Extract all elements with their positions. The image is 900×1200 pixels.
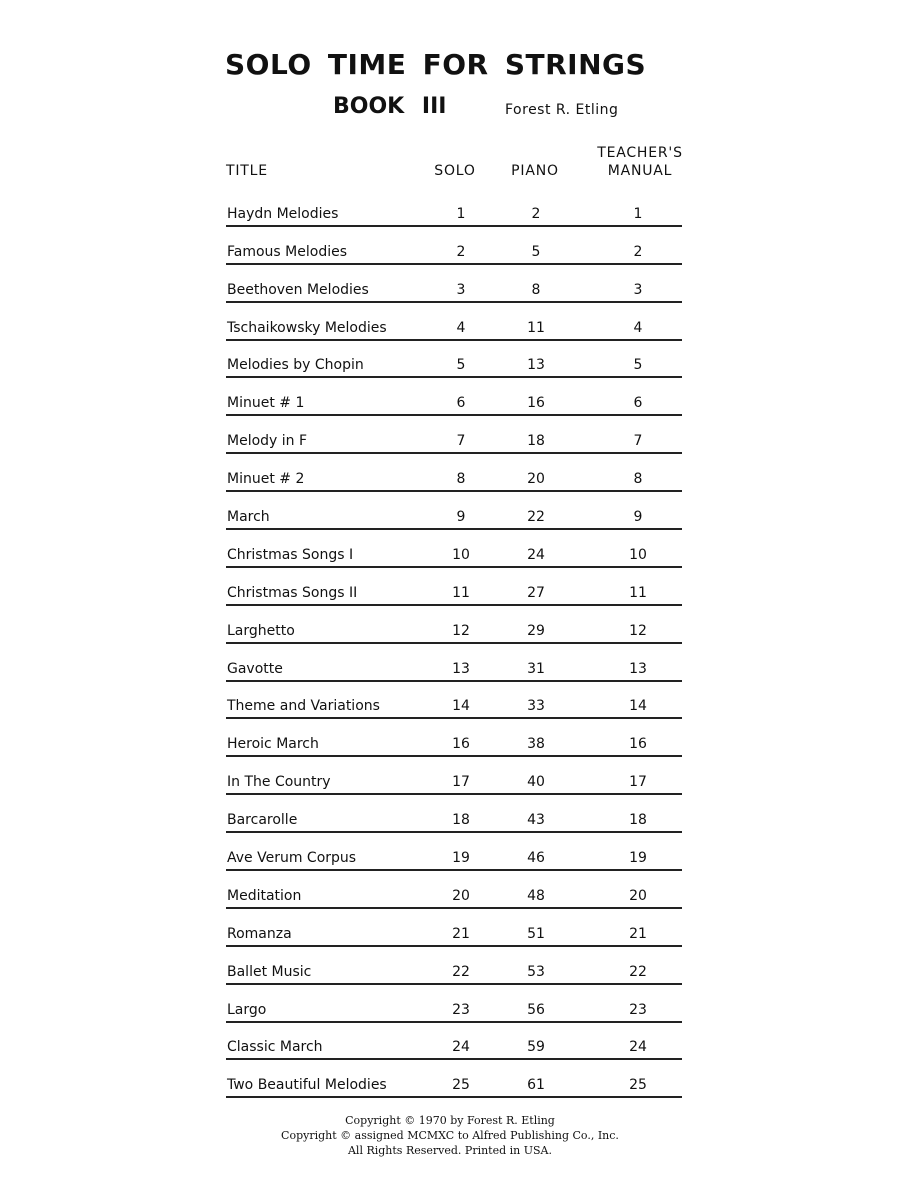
row-title: Famous Melodies	[227, 243, 347, 260]
row-manual-page: 21	[629, 925, 647, 942]
table-row	[226, 265, 682, 303]
row-piano-page: 53	[527, 963, 545, 980]
row-solo-page: 3	[456, 281, 466, 298]
row-manual-page: 1	[633, 205, 643, 222]
row-title: Beethoven Melodies	[227, 281, 369, 298]
row-manual-page: 8	[633, 471, 643, 488]
row-piano-page: 2	[531, 205, 541, 222]
table-row	[226, 644, 682, 682]
row-solo-page: 18	[452, 812, 470, 829]
table-row	[226, 795, 682, 833]
row-solo-page: 17	[452, 774, 470, 791]
row-piano-page: 18	[527, 433, 545, 450]
row-piano-page: 43	[527, 812, 545, 829]
table-row	[226, 568, 682, 606]
row-solo-page: 7	[456, 433, 466, 450]
row-manual-page: 3	[633, 281, 643, 298]
row-solo-page: 5	[456, 357, 466, 374]
row-title: Minuet # 1	[227, 395, 305, 412]
row-piano-page: 5	[531, 243, 541, 260]
row-title: Barcarolle	[227, 812, 298, 829]
row-title: In The Country	[227, 774, 331, 791]
row-solo-page: 13	[452, 660, 470, 677]
table-row	[226, 454, 682, 492]
copyright-line-3: All Rights Reserved. Printed in USA.	[347, 1144, 552, 1157]
row-piano-page: 40	[527, 774, 545, 791]
row-manual-page: 5	[633, 357, 643, 374]
author-name: Forest R. Etling	[505, 102, 619, 118]
row-manual-page: 20	[629, 887, 647, 904]
row-title: Heroic March	[227, 736, 319, 753]
row-title: Ballet Music	[227, 963, 312, 980]
column-header-teachers-manual	[580, 144, 700, 180]
row-piano-page: 48	[527, 887, 545, 904]
row-manual-page: 23	[629, 1001, 647, 1018]
column-header-title: TITLE	[226, 163, 268, 179]
table-row	[226, 1060, 682, 1098]
contents-table	[226, 189, 682, 1098]
copyright-notice	[250, 1113, 650, 1158]
row-solo-page: 22	[452, 963, 470, 980]
row-title: March	[227, 509, 270, 526]
table-row	[226, 833, 682, 871]
row-manual-page: 22	[629, 963, 647, 980]
table-row	[226, 909, 682, 947]
copyright-line-2: Copyright © assigned MCMXC to Alfred Publishing Co., Inc.	[281, 1129, 619, 1142]
row-solo-page: 6	[456, 395, 466, 412]
table-row	[226, 719, 682, 757]
copyright-line-1: Copyright © 1970 by Forest R. Etling	[345, 1114, 555, 1127]
column-header-solo: SOLO	[434, 163, 476, 179]
row-solo-page: 24	[452, 1039, 470, 1056]
row-manual-page: 25	[629, 1077, 647, 1094]
row-title: Tschaikowsky Melodies	[227, 319, 387, 336]
table-row	[226, 985, 682, 1023]
row-manual-page: 10	[629, 546, 647, 563]
row-title: Minuet # 2	[227, 471, 305, 488]
row-manual-page: 14	[629, 698, 647, 715]
row-title: Ave Verum Corpus	[227, 850, 357, 867]
table-row	[226, 1023, 682, 1061]
row-solo-page: 20	[452, 887, 470, 904]
table-row	[226, 530, 682, 568]
row-solo-page: 9	[456, 509, 466, 526]
table-row	[226, 871, 682, 909]
table-row	[226, 378, 682, 416]
row-solo-page: 16	[452, 736, 470, 753]
row-title: Largo	[227, 1001, 267, 1018]
row-piano-page: 38	[527, 736, 545, 753]
row-manual-page: 19	[629, 850, 647, 867]
row-title: Christmas Songs I	[227, 546, 354, 563]
row-title: Romanza	[227, 925, 292, 942]
row-piano-page: 11	[527, 319, 545, 336]
row-piano-page: 20	[527, 471, 545, 488]
row-solo-page: 21	[452, 925, 470, 942]
row-piano-page: 16	[527, 395, 545, 412]
row-title: Gavotte	[227, 660, 283, 677]
row-title: Larghetto	[227, 622, 295, 639]
row-title: Melodies by Chopin	[227, 357, 364, 374]
row-piano-page: 8	[531, 281, 541, 298]
table-row	[226, 606, 682, 644]
row-solo-page: 8	[456, 471, 466, 488]
table-row	[226, 757, 682, 795]
column-header-manual-line1: TEACHER'S	[597, 145, 683, 161]
table-row	[226, 492, 682, 530]
row-solo-page: 23	[452, 1001, 470, 1018]
row-manual-page: 9	[633, 509, 643, 526]
row-piano-page: 13	[527, 357, 545, 374]
row-manual-page: 16	[629, 736, 647, 753]
row-title: Melody in F	[227, 433, 308, 450]
column-header-manual-line2: MANUAL	[607, 163, 673, 179]
table-row	[226, 947, 682, 985]
row-title: Haydn Melodies	[227, 205, 339, 222]
row-manual-page: 11	[629, 584, 647, 601]
table-row	[226, 303, 682, 341]
table-row	[226, 682, 682, 720]
row-manual-page: 12	[629, 622, 647, 639]
row-piano-page: 22	[527, 509, 545, 526]
row-piano-page: 61	[527, 1077, 545, 1094]
row-solo-page: 1	[456, 205, 466, 222]
row-manual-page: 13	[629, 660, 647, 677]
table-row	[226, 189, 682, 227]
document-title: SOLO TIME FOR STRINGS	[225, 48, 647, 81]
row-title: Two Beautiful Melodies	[227, 1077, 387, 1094]
table-row	[226, 341, 682, 379]
row-solo-page: 10	[452, 546, 470, 563]
column-header-piano: PIANO	[511, 163, 559, 179]
row-manual-page: 18	[629, 812, 647, 829]
row-title: Classic March	[227, 1039, 323, 1056]
row-solo-page: 4	[456, 319, 466, 336]
row-piano-page: 29	[527, 622, 545, 639]
row-solo-page: 2	[456, 243, 466, 260]
row-manual-page: 24	[629, 1039, 647, 1056]
row-manual-page: 2	[633, 243, 643, 260]
row-piano-page: 31	[527, 660, 545, 677]
row-title: Theme and Variations	[227, 698, 380, 715]
row-piano-page: 59	[527, 1039, 545, 1056]
row-title: Christmas Songs II	[227, 584, 358, 601]
row-piano-page: 24	[527, 546, 545, 563]
row-manual-page: 7	[633, 433, 643, 450]
row-solo-page: 14	[452, 698, 470, 715]
book-number: BOOK III	[333, 94, 447, 119]
table-row	[226, 227, 682, 265]
row-piano-page: 33	[527, 698, 545, 715]
row-piano-page: 51	[527, 925, 545, 942]
row-title: Meditation	[227, 887, 302, 904]
row-piano-page: 56	[527, 1001, 545, 1018]
row-manual-page: 4	[633, 319, 643, 336]
row-piano-page: 46	[527, 850, 545, 867]
row-solo-page: 25	[452, 1077, 470, 1094]
row-solo-page: 19	[452, 850, 470, 867]
row-solo-page: 12	[452, 622, 470, 639]
row-manual-page: 17	[629, 774, 647, 791]
row-manual-page: 6	[633, 395, 643, 412]
table-row	[226, 416, 682, 454]
row-solo-page: 11	[452, 584, 470, 601]
row-piano-page: 27	[527, 584, 545, 601]
